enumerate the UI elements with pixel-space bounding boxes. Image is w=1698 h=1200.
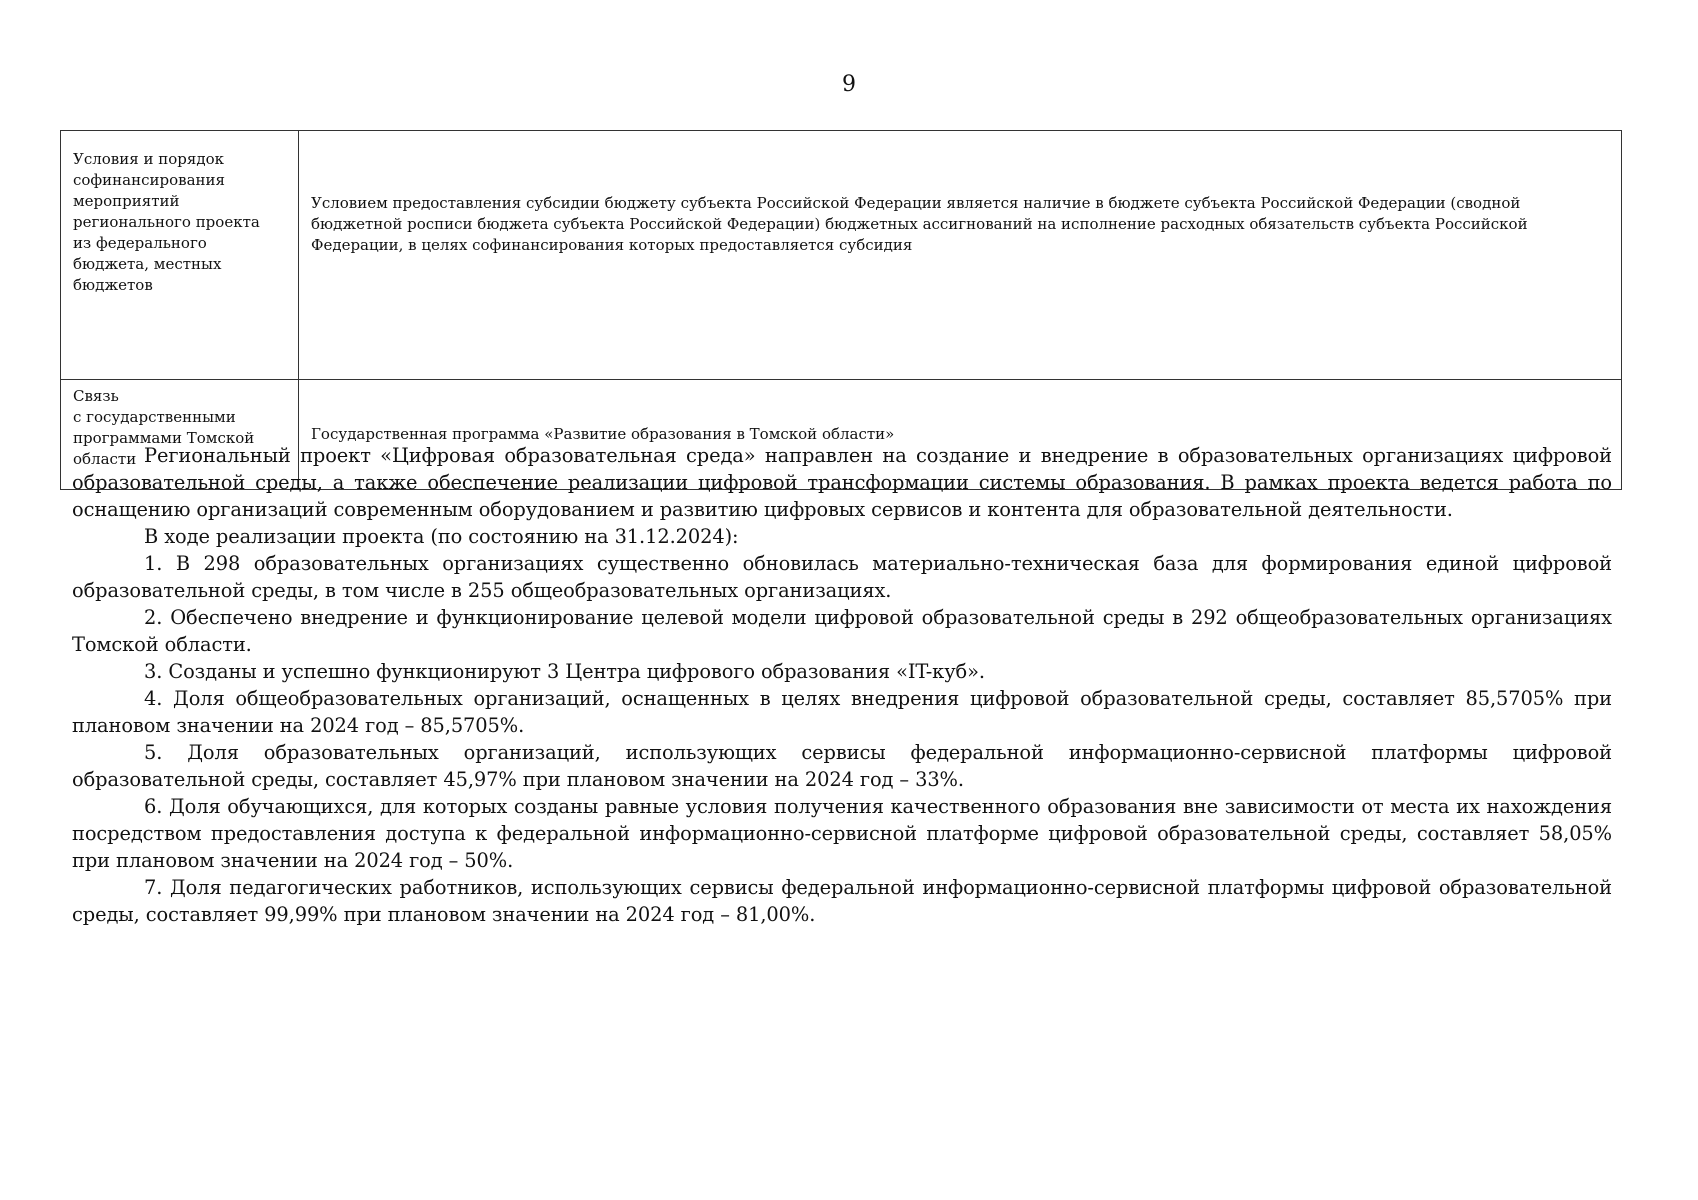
intro-paragraph: Региональный проект «Цифровая образовательная среда» направлен на создание и внедрение в образовательных организациях цифровой образовательной среды, а также обеспечение реализации цифровой трансформации системы образования. В рамках проекта ведется работа по оснащению организаций современным оборудованием и развитию цифровых сервисов и контента для образовательной деятельности. [72, 444, 1612, 521]
cofinancing-label: Условия и порядок софинансирования мероприятий регионального проекта из федерального бюджета, местных бюджетов [73, 150, 260, 294]
status-paragraph: В ходе реализации проекта (по состоянию на 31.12.2024): [144, 525, 739, 548]
list-item-4: 4. Доля общеобразовательных организаций, оснащенных в целях внедрения цифровой образовательной среды, составляет 85,5705% при плановом значении на 2024 год – 85,5705%. [72, 687, 1612, 737]
page-number: 9 [842, 72, 856, 97]
list-item-1: 1. В 298 образовательных организациях существенно обновилась материально-техническая база для формирования единой цифровой образовательной среды, в том числе в 255 общеобразовательных организациях. [72, 552, 1612, 602]
list-item-2: 2. Обеспечено внедрение и функционирование целевой модели цифровой образовательной среды в 292 общеобразовательных организациях Томской области. [72, 606, 1612, 656]
state-programs-value: Государственная программа «Развитие образования в Томской области» [311, 425, 895, 443]
list-item-5: 5. Доля образовательных организаций, использующих сервисы федеральной информационно-сервисной платформы цифровой образовательной среды, составляет 45,97% при плановом значении на 2024 год – 33%. [72, 741, 1612, 791]
table-cell-label [61, 131, 299, 380]
project-info-table [60, 130, 1622, 490]
list-item-6: 6. Доля обучающихся, для которых созданы равные условия получения качественного образования вне зависимости от места их нахождения посредством предоставления доступа к федеральной информационно-сервисной платформе цифровой образовательной среды, составляет 58,05% при плановом значении на 2024 год – 50%. [72, 795, 1612, 872]
state-programs-label: Связь с государственными программами Томской области [73, 387, 255, 468]
list-item-7: 7. Доля педагогических работников, использующих сервисы федеральной информационно-сервисной платформы цифровой образовательной среды, составляет 99,99% при плановом значении на 2024 год – 81,00%. [72, 876, 1612, 926]
table-row-cofinancing [61, 131, 1622, 380]
cofinancing-value: Условием предоставления субсидии бюджету субъекта Российской Федерации является наличие в бюджете субъекта Российской Федерации (сводной бюджетной росписи бюджета субъекта Российской Федерации) бюджетных ассигнований на исполнение расходных обязательств субъекта Российской Федерации, в целях софинансирования которых предоставляется субсидия [311, 194, 1528, 254]
body-text [72, 442, 1612, 928]
list-item-3: 3. Созданы и успешно функционируют 3 Центра цифрового образования «IT-куб». [144, 660, 985, 683]
table-cell-value [299, 131, 1622, 380]
